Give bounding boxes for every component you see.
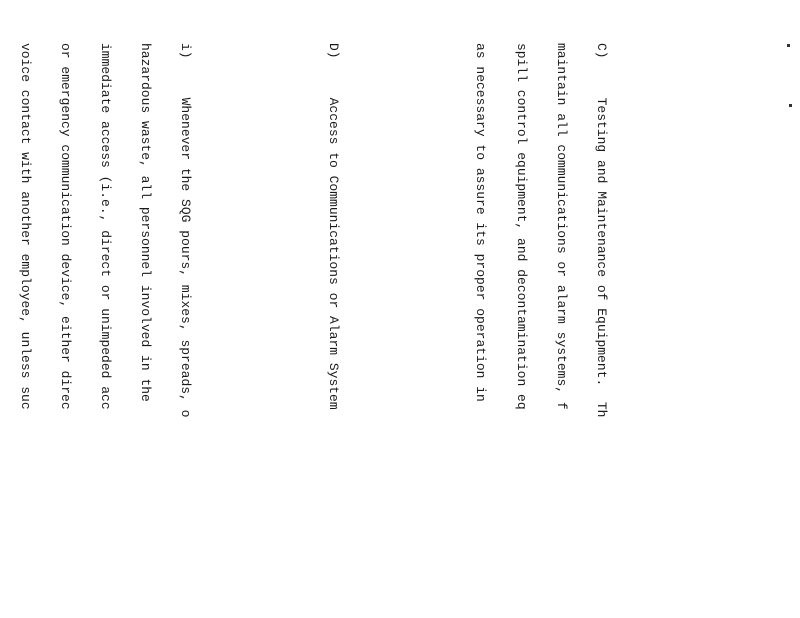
rotated-document-text [0,43,675,618]
text-line: maintain all communications or alarm systems, f [553,43,569,410]
paragraph-gap [260,43,273,618]
section-heading: D) Access to Communications or Alarm System [325,43,341,410]
text-line: i) Whenever the SQG pours, mixes, spreads, o [178,43,194,418]
text-line: C) Testing and Maintenance of Equipment. Th [593,43,609,418]
section-d-i [0,43,219,618]
text-line: as necessary to assure its proper operation in [473,43,489,402]
section-d-heading [300,43,367,618]
scan-speck [789,104,792,107]
text-line: voice contact with another employee, unless suc [17,43,33,410]
section-c [447,43,635,618]
paragraph-gap [407,43,420,618]
scan-speck [787,44,790,47]
text-line: or emergency communication device, either direc [57,43,73,410]
text-line: hazardous waste, all personnel involved in the [138,43,154,402]
text-line: immediate access (i.e., direct or unimpeded acc [98,43,114,410]
text-line: spill control equipment, and decontamination eq [513,43,529,410]
